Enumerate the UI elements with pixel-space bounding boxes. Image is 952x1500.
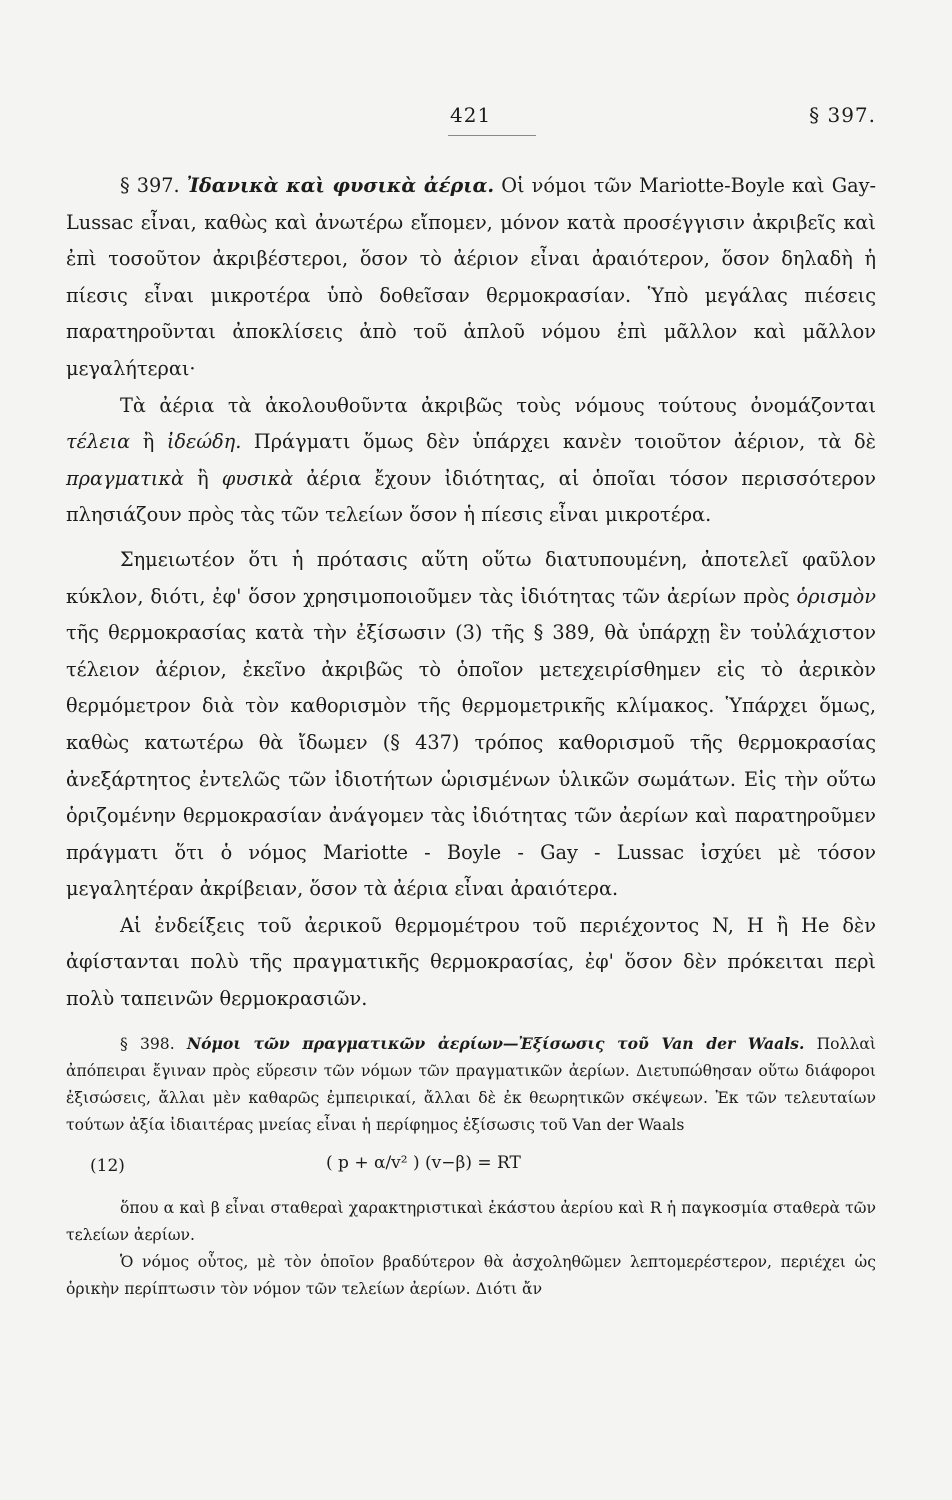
term-pragmatika: πραγματικὰ <box>66 466 184 490</box>
section-397-text-2d: ἢ <box>197 466 209 490</box>
section-397-title: Ἰδανικὰ καὶ φυσικὰ ἀέρια. <box>186 174 495 197</box>
section-398-text-1: Πολλαὶ ἀπόπειραι ἔγιναν πρὸς εὕρεσιν τῶν νόμων τῶν πραγματικῶν ἀερίων. Διετυπώθησαν οὕτω διάφοροι ἐξισώσεις, ἄλλαι μὲν καθαρῶς ἐμπειρικαί, ἄλλαι δὲ ἐκ θεωρητικῶν σκέψεων. Ἐκ τῶν τελευταίων τούτων ἀξία ἰδιαιτέρας μνείας εἶναι ἡ περίφημος ἐξίσωσις τοῦ Van der Waals <box>66 1034 876 1134</box>
section-397-paragraph-2 <box>66 388 876 534</box>
term-orismon: ὁρισμὸν <box>796 584 876 608</box>
section-397-text-2a: Τὰ ἀέρια τὰ ἀκολουθοῦντα ἀκριβῶς τοὺς νόμους τούτους ὀνομάζονται <box>120 393 876 417</box>
section-397-paragraph-1 <box>66 168 876 388</box>
section-397-text-3b: τῆς θερμοκρασίας κατὰ τὴν ἐξίσωσιν (3) τῆς § 389, θὰ ὑπάρχῃ ἓν τοὐλάχιστον τέλειον ἀέριον, ἐκεῖνο ἀκριβῶς τὸ ὁποῖον μετεχειρίσθημεν εἰς τὸ ἀερικὸν θερμόμετρον διὰ τὸν καθορισμὸν τῆς θερμομετρικῆς κλίμακος. Ὑπάρχει ὅμως, καθὼς κατωτέρω θὰ ἴδωμεν (§ 437) τρόπος καθορισμοῦ τῆς θερμοκρασίας ἀνεξάρτητος ἐντελῶς τῶν ἰδιοτήτων ὡρισμένων ὑλικῶν σωμάτων. Εἰς τὴν οὕτω ὁριζομένην θερμοκρασίαν ἀνάγομεν τὰς ἰδιότητας τῶν ἀερίων καὶ παρατηροῦμεν πράγματι ὅτι ὁ νόμος Mariotte - Boyle - Gay - Lussac ἰσχύει μὲ τόσον μεγαλητέραν ἀκρίβειαν, ὅσον τὰ ἀέρια εἶναι ἀραιότερα. <box>66 621 876 901</box>
section-397-label: § 397. <box>120 174 180 197</box>
section-398-paragraph-3: Ὁ νόμος οὗτος, μὲ τὸν ὁποῖον βραδύτερον θὰ ἀσχοληθῶμεν λεπτομερέστερον, περιέχει ὡς ὁρικὴν περίπτωσιν τὸν νόμον τῶν τελείων ἀερίων. Διότι ἄν <box>66 1252 876 1298</box>
section-398-title: Νόμοι τῶν πραγματικῶν ἀερίων—Ἐξίσωσις τοῦ Van der Waals. <box>186 1033 805 1053</box>
section-397-text-2b: ἢ <box>142 430 155 454</box>
section-397-text-2c: Πράγματι ὅμως δὲν ὑπάρχει κανὲν τοιοῦτον ἀέριον, τὰ δὲ <box>253 430 876 454</box>
equation-number: (12) <box>90 1155 125 1176</box>
section-397-text-3a: Σημειωτέον ὅτι ἡ πρότασις αὕτη οὕτω διατυπουμένη, ἀποτελεῖ φαῦλον κύκλον, διότι, ἐφ' ὅσον χρησιμοποιοῦμεν τὰς ἰδιότητας τῶν ἀερίων πρὸς <box>66 547 876 608</box>
body-text <box>66 168 876 1303</box>
section-397-text-2e: ἀέρια ἔχουν ἰδιότητας, αἱ ὁποῖαι τόσον περισσότερον πλησιάζουν πρὸς τὰς τῶν τελείων ὅσον ἡ πίεσις εἶναι μικροτέρα. <box>66 466 877 527</box>
section-397-paragraph-4: Αἱ ἐνδείξεις τοῦ ἀερικοῦ θερμομέτρου τοῦ περιέχοντος N, H ἢ He δὲν ἀφίστανται πολὺ τῆς πραγματικῆς θερμοκρασίας, ἐφ' ὅσον δὲν πρόκειται περὶ πολὺ ταπεινῶν θερμοκρασιῶν. <box>66 913 876 1011</box>
spacer <box>66 534 876 542</box>
term-teleia: τέλεια <box>66 430 131 454</box>
section-397-text-1: Οἱ νόμοι τῶν Mariotte-Boyle καὶ Gay-Lussac εἶναι, καθὼς καὶ ἀνωτέρω εἴπομεν, μόνον κατὰ προσέγγισιν ἀκριβεῖς καὶ ἐπὶ τοσοῦτον ἀκριβέστεροι, ὅσον τὸ ἀέριον εἶναι ἀραιότερον, ὅσον δηλαδὴ ἡ πίεσις εἶναι μικροτέρα ὑπὸ δοθεῖσαν θερμοκρασίαν. Ὑπὸ μεγάλας πιέσεις παρατηροῦνται ἀποκλίσεις ἀπὸ τοῦ ἁπλοῦ νόμου ἐπὶ μᾶλλον καὶ μᾶλλον μεγαλήτεραι· <box>66 174 877 380</box>
term-fysika: φυσικὰ <box>221 466 294 490</box>
spacer <box>66 1018 876 1030</box>
term-ideode: ἰδεώδη. <box>166 430 242 454</box>
page-number: 421 <box>450 103 492 127</box>
van-der-waals-equation: ( p + α/v² ) (v−β) = RT <box>326 1152 521 1173</box>
equation-12 <box>66 1143 876 1191</box>
section-398-paragraph-2: ὅπου α καὶ β εἶναι σταθεραὶ χαρακτηριστικαὶ ἑκάστου ἀερίου καὶ R ἡ παγκοσμία σταθερὰ τῶν τελείων ἀερίων. <box>66 1198 876 1244</box>
section-398-label: § 398. <box>120 1034 175 1053</box>
header-rule <box>448 135 536 136</box>
page-header <box>0 103 952 135</box>
running-section-ref: § 397. <box>809 103 876 127</box>
section-397-paragraph-3 <box>66 542 876 908</box>
section-398-paragraph-1 <box>66 1030 876 1139</box>
